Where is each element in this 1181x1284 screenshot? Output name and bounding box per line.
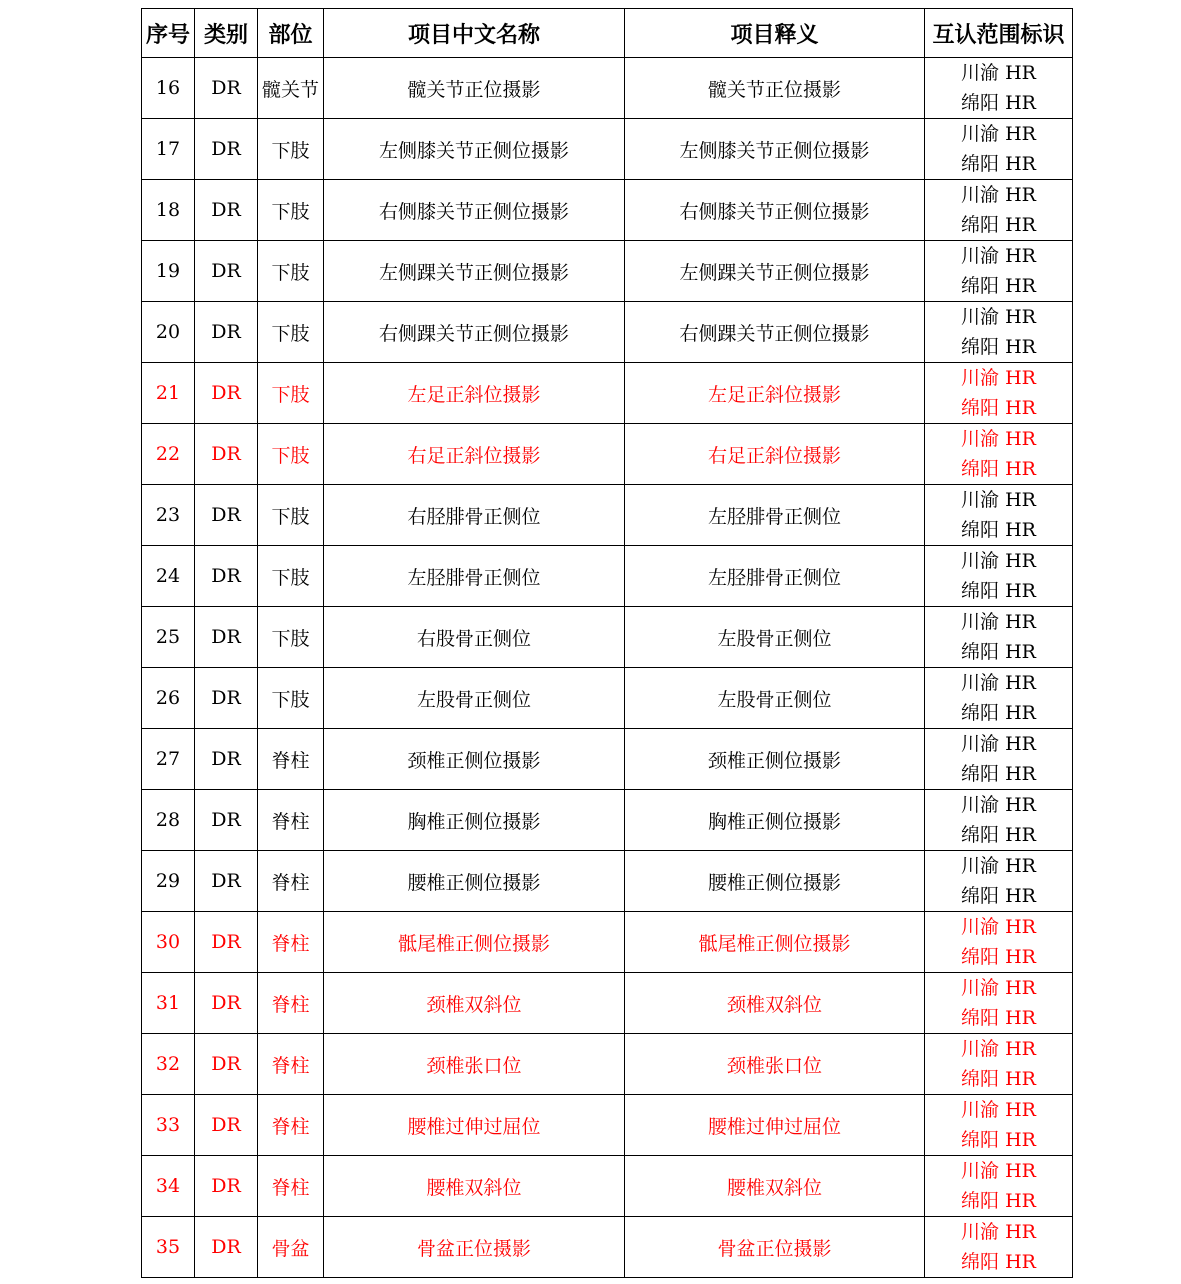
scope-chuanyu-label: 川渝 HR [961, 550, 1036, 572]
scope-mianyang-label: 绵阳 HR [961, 1129, 1036, 1151]
table-row [142, 424, 1073, 485]
scope-mianyang-label: 绵阳 HR [961, 153, 1036, 175]
row-category: DR [195, 668, 258, 729]
row-item-description: 右侧膝关节正侧位摄影 [625, 180, 925, 241]
row-serial-number: 19 [142, 241, 195, 302]
row-item-description: 右足正斜位摄影 [625, 424, 925, 485]
row-category: DR [195, 241, 258, 302]
row-item-chinese-name: 左胫腓骨正侧位 [324, 546, 625, 607]
row-item-description: 左股骨正侧位 [625, 607, 925, 668]
row-mutual-recognition-scope [925, 851, 1073, 912]
header-item-chinese-name: 项目中文名称 [324, 9, 625, 58]
row-serial-number: 16 [142, 58, 195, 119]
row-item-chinese-name: 腰椎正侧位摄影 [324, 851, 625, 912]
scope-mianyang-label: 绵阳 HR [961, 763, 1036, 785]
row-serial-number: 18 [142, 180, 195, 241]
row-item-chinese-name: 右股骨正侧位 [324, 607, 625, 668]
scope-chuanyu-label: 川渝 HR [961, 611, 1036, 633]
row-mutual-recognition-scope [925, 1034, 1073, 1095]
scope-mianyang-label: 绵阳 HR [961, 946, 1036, 968]
scope-chuanyu-label: 川渝 HR [961, 1221, 1036, 1243]
row-serial-number: 25 [142, 607, 195, 668]
scope-chuanyu-label: 川渝 HR [961, 428, 1036, 450]
row-mutual-recognition-scope [925, 607, 1073, 668]
scope-mianyang-label: 绵阳 HR [961, 1007, 1036, 1029]
row-body-part: 下肢 [258, 546, 324, 607]
row-item-description: 颈椎双斜位 [625, 973, 925, 1034]
scope-chuanyu-label: 川渝 HR [961, 1160, 1036, 1182]
row-serial-number: 30 [142, 912, 195, 973]
row-item-chinese-name: 骶尾椎正侧位摄影 [324, 912, 625, 973]
scope-chuanyu-label: 川渝 HR [961, 672, 1036, 694]
row-serial-number: 23 [142, 485, 195, 546]
exam-items-table-container [141, 8, 1072, 1278]
row-mutual-recognition-scope [925, 973, 1073, 1034]
header-mutual-recognition-scope: 互认范围标识 [925, 9, 1073, 58]
row-mutual-recognition-scope [925, 1217, 1073, 1278]
row-item-chinese-name: 右足正斜位摄影 [324, 424, 625, 485]
scope-chuanyu-label: 川渝 HR [961, 1099, 1036, 1121]
row-mutual-recognition-scope [925, 119, 1073, 180]
table-row [142, 973, 1073, 1034]
table-row [142, 119, 1073, 180]
row-body-part: 脊柱 [258, 851, 324, 912]
scope-mianyang-label: 绵阳 HR [961, 1251, 1036, 1273]
row-body-part: 脊柱 [258, 1156, 324, 1217]
scope-chuanyu-label: 川渝 HR [961, 245, 1036, 267]
row-item-description: 颈椎张口位 [625, 1034, 925, 1095]
row-body-part: 脊柱 [258, 973, 324, 1034]
row-serial-number: 24 [142, 546, 195, 607]
table-header-row [142, 9, 1073, 58]
row-mutual-recognition-scope [925, 58, 1073, 119]
header-category: 类别 [195, 9, 258, 58]
row-mutual-recognition-scope [925, 241, 1073, 302]
row-item-chinese-name: 左股骨正侧位 [324, 668, 625, 729]
scope-mianyang-label: 绵阳 HR [961, 519, 1036, 541]
row-body-part: 下肢 [258, 668, 324, 729]
row-body-part: 脊柱 [258, 1095, 324, 1156]
scope-chuanyu-label: 川渝 HR [961, 306, 1036, 328]
table-row [142, 1095, 1073, 1156]
scope-mianyang-label: 绵阳 HR [961, 336, 1036, 358]
row-serial-number: 20 [142, 302, 195, 363]
row-item-description: 左侧膝关节正侧位摄影 [625, 119, 925, 180]
row-body-part: 下肢 [258, 119, 324, 180]
table-row [142, 912, 1073, 973]
row-serial-number: 21 [142, 363, 195, 424]
row-serial-number: 26 [142, 668, 195, 729]
table-row [142, 1156, 1073, 1217]
row-category: DR [195, 1217, 258, 1278]
row-item-description: 颈椎正侧位摄影 [625, 729, 925, 790]
scope-mianyang-label: 绵阳 HR [961, 1190, 1036, 1212]
scope-mianyang-label: 绵阳 HR [961, 458, 1036, 480]
row-serial-number: 32 [142, 1034, 195, 1095]
row-body-part: 下肢 [258, 607, 324, 668]
row-item-chinese-name: 左足正斜位摄影 [324, 363, 625, 424]
header-serial-number: 序号 [142, 9, 195, 58]
exam-items-table [141, 8, 1073, 1278]
row-category: DR [195, 180, 258, 241]
scope-mianyang-label: 绵阳 HR [961, 580, 1036, 602]
row-body-part: 下肢 [258, 424, 324, 485]
table-row [142, 58, 1073, 119]
row-category: DR [195, 851, 258, 912]
row-category: DR [195, 790, 258, 851]
row-item-chinese-name: 颈椎双斜位 [324, 973, 625, 1034]
row-item-description: 腰椎双斜位 [625, 1156, 925, 1217]
scope-chuanyu-label: 川渝 HR [961, 794, 1036, 816]
row-category: DR [195, 1095, 258, 1156]
row-serial-number: 31 [142, 973, 195, 1034]
row-category: DR [195, 1034, 258, 1095]
row-item-chinese-name: 左侧膝关节正侧位摄影 [324, 119, 625, 180]
row-body-part: 下肢 [258, 363, 324, 424]
scope-mianyang-label: 绵阳 HR [961, 1068, 1036, 1090]
table-body [142, 58, 1073, 1278]
scope-chuanyu-label: 川渝 HR [961, 855, 1036, 877]
row-item-description: 左侧踝关节正侧位摄影 [625, 241, 925, 302]
row-item-description: 腰椎过伸过屈位 [625, 1095, 925, 1156]
row-body-part: 下肢 [258, 485, 324, 546]
row-item-chinese-name: 髋关节正位摄影 [324, 58, 625, 119]
row-item-description: 右侧踝关节正侧位摄影 [625, 302, 925, 363]
row-serial-number: 22 [142, 424, 195, 485]
scope-mianyang-label: 绵阳 HR [961, 641, 1036, 663]
row-serial-number: 34 [142, 1156, 195, 1217]
row-mutual-recognition-scope [925, 790, 1073, 851]
row-category: DR [195, 973, 258, 1034]
row-serial-number: 35 [142, 1217, 195, 1278]
row-item-chinese-name: 骨盆正位摄影 [324, 1217, 625, 1278]
table-row [142, 1034, 1073, 1095]
row-item-chinese-name: 右侧踝关节正侧位摄影 [324, 302, 625, 363]
row-category: DR [195, 729, 258, 790]
row-body-part: 脊柱 [258, 1034, 324, 1095]
row-mutual-recognition-scope [925, 1095, 1073, 1156]
row-item-description: 左胫腓骨正侧位 [625, 546, 925, 607]
row-category: DR [195, 363, 258, 424]
row-category: DR [195, 912, 258, 973]
row-body-part: 下肢 [258, 241, 324, 302]
header-item-description: 项目释义 [625, 9, 925, 58]
scope-mianyang-label: 绵阳 HR [961, 214, 1036, 236]
scope-chuanyu-label: 川渝 HR [961, 62, 1036, 84]
row-category: DR [195, 546, 258, 607]
row-body-part: 骨盆 [258, 1217, 324, 1278]
row-item-description: 左股骨正侧位 [625, 668, 925, 729]
table-row [142, 241, 1073, 302]
header-body-part: 部位 [258, 9, 324, 58]
scope-chuanyu-label: 川渝 HR [961, 184, 1036, 206]
scope-chuanyu-label: 川渝 HR [961, 916, 1036, 938]
scope-mianyang-label: 绵阳 HR [961, 92, 1036, 114]
row-mutual-recognition-scope [925, 363, 1073, 424]
row-body-part: 下肢 [258, 302, 324, 363]
row-mutual-recognition-scope [925, 180, 1073, 241]
row-item-chinese-name: 右侧膝关节正侧位摄影 [324, 180, 625, 241]
row-category: DR [195, 58, 258, 119]
scope-chuanyu-label: 川渝 HR [961, 1038, 1036, 1060]
row-item-description: 髋关节正位摄影 [625, 58, 925, 119]
scope-mianyang-label: 绵阳 HR [961, 824, 1036, 846]
row-mutual-recognition-scope [925, 485, 1073, 546]
row-item-chinese-name: 胸椎正侧位摄影 [324, 790, 625, 851]
row-category: DR [195, 1156, 258, 1217]
row-item-description: 骶尾椎正侧位摄影 [625, 912, 925, 973]
scope-chuanyu-label: 川渝 HR [961, 367, 1036, 389]
row-body-part: 下肢 [258, 180, 324, 241]
table-row [142, 607, 1073, 668]
table-row [142, 180, 1073, 241]
table-row [142, 1217, 1073, 1278]
scope-chuanyu-label: 川渝 HR [961, 489, 1036, 511]
row-mutual-recognition-scope [925, 912, 1073, 973]
row-item-description: 骨盆正位摄影 [625, 1217, 925, 1278]
row-category: DR [195, 607, 258, 668]
row-body-part: 脊柱 [258, 729, 324, 790]
table-row [142, 668, 1073, 729]
table-row [142, 485, 1073, 546]
row-mutual-recognition-scope [925, 1156, 1073, 1217]
row-body-part: 髋关节 [258, 58, 324, 119]
scope-mianyang-label: 绵阳 HR [961, 885, 1036, 907]
row-mutual-recognition-scope [925, 424, 1073, 485]
row-item-chinese-name: 腰椎过伸过屈位 [324, 1095, 625, 1156]
row-serial-number: 29 [142, 851, 195, 912]
scope-chuanyu-label: 川渝 HR [961, 123, 1036, 145]
table-row [142, 851, 1073, 912]
table-row [142, 790, 1073, 851]
row-item-chinese-name: 左侧踝关节正侧位摄影 [324, 241, 625, 302]
row-item-description: 胸椎正侧位摄影 [625, 790, 925, 851]
row-mutual-recognition-scope [925, 302, 1073, 363]
row-item-chinese-name: 腰椎双斜位 [324, 1156, 625, 1217]
scope-chuanyu-label: 川渝 HR [961, 977, 1036, 999]
table-row [142, 546, 1073, 607]
row-mutual-recognition-scope [925, 729, 1073, 790]
row-item-description: 腰椎正侧位摄影 [625, 851, 925, 912]
table-row [142, 729, 1073, 790]
scope-mianyang-label: 绵阳 HR [961, 397, 1036, 419]
table-row [142, 363, 1073, 424]
scope-mianyang-label: 绵阳 HR [961, 275, 1036, 297]
row-item-description: 左胫腓骨正侧位 [625, 485, 925, 546]
row-serial-number: 27 [142, 729, 195, 790]
row-category: DR [195, 485, 258, 546]
scope-chuanyu-label: 川渝 HR [961, 733, 1036, 755]
row-item-chinese-name: 颈椎正侧位摄影 [324, 729, 625, 790]
row-item-description: 左足正斜位摄影 [625, 363, 925, 424]
row-category: DR [195, 302, 258, 363]
row-mutual-recognition-scope [925, 668, 1073, 729]
row-body-part: 脊柱 [258, 790, 324, 851]
row-body-part: 脊柱 [258, 912, 324, 973]
row-category: DR [195, 119, 258, 180]
scope-mianyang-label: 绵阳 HR [961, 702, 1036, 724]
row-serial-number: 17 [142, 119, 195, 180]
row-serial-number: 33 [142, 1095, 195, 1156]
row-item-chinese-name: 右胫腓骨正侧位 [324, 485, 625, 546]
row-serial-number: 28 [142, 790, 195, 851]
row-mutual-recognition-scope [925, 546, 1073, 607]
row-category: DR [195, 424, 258, 485]
table-row [142, 302, 1073, 363]
row-item-chinese-name: 颈椎张口位 [324, 1034, 625, 1095]
